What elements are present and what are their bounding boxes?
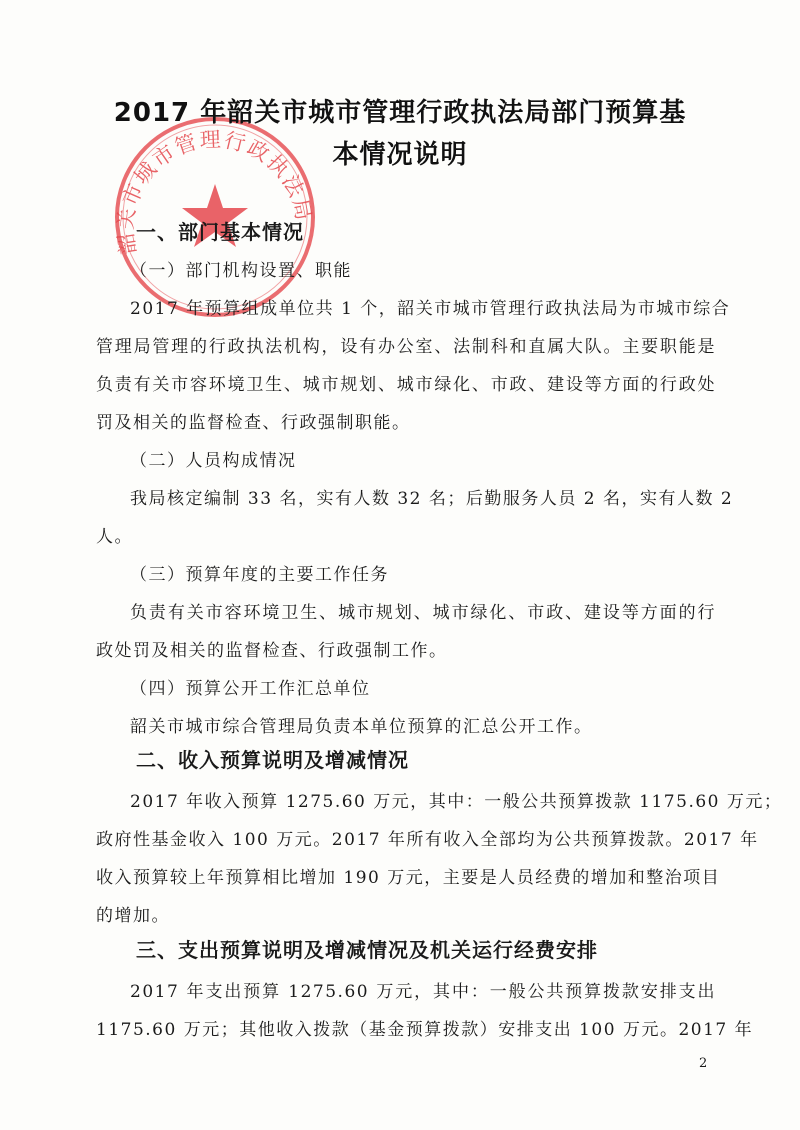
paragraph-line: 负责有关市容环境卫生、城市规划、城市绿化、市政、建设等方面的行政处 xyxy=(96,375,716,395)
paragraph-line: 负责有关市容环境卫生、城市规划、城市绿化、市政、建设等方面的行 xyxy=(130,603,716,623)
paragraph-line: 2017 年预算组成单位共 1 个，韶关市城市管理行政执法局为市城市综合 xyxy=(130,299,731,319)
paragraph-line: 2017 年支出预算 1275.60 万元，其中：一般公共预算拨款安排支出 xyxy=(130,982,716,1002)
paragraph-line: 的增加。 xyxy=(96,906,170,926)
paragraph-line: 收入预算较上年预算相比增加 190 万元，主要是人员经费的增加和整治项目 xyxy=(96,868,721,888)
page-number: 2 xyxy=(699,1056,708,1071)
paragraph-line: 管理局管理的行政执法机构，设有办公室、法制科和直属大队。主要职能是 xyxy=(96,337,716,357)
section-2-heading: 二、收入预算说明及增减情况 xyxy=(136,748,409,772)
paragraph-line: 政处罚及相关的监督检查、行政强制工作。 xyxy=(96,641,448,661)
paragraph-line: 韶关市城市综合管理局负责本单位预算的汇总公开工作。 xyxy=(130,717,593,737)
subsection-1-1: （一）部门机构设置、职能 xyxy=(130,261,352,281)
paragraph-line: 1175.60 万元；其他收入拨款（基金预算拨款）安排支出 100 万元。2017 年 xyxy=(96,1020,754,1040)
section-3-heading: 三、支出预算说明及增减情况及机关运行经费安排 xyxy=(136,938,598,962)
paragraph-line: 政府性基金收入 100 万元。2017 年所有收入全部均为公共预算拨款。2017 年 xyxy=(96,830,759,850)
subsection-1-4: （四）预算公开工作汇总单位 xyxy=(130,679,371,699)
paragraph-line: 我局核定编制 33 名，实有人数 32 名；后勤服务人员 2 名，实有人数 2 xyxy=(130,489,734,509)
paragraph-line: 人。 xyxy=(96,527,133,547)
document-title xyxy=(60,92,740,176)
title-line-2: 本情况说明 xyxy=(332,140,468,170)
subsection-1-2: （二）人员构成情况 xyxy=(130,451,297,471)
seal-text: 韶关市城市管理行政执法局 xyxy=(113,127,317,256)
section-1-heading: 一、部门基本情况 xyxy=(136,220,304,244)
paragraph-line: 罚及相关的监督检查、行政强制职能。 xyxy=(96,413,411,433)
subsection-1-3: （三）预算年度的主要工作任务 xyxy=(130,565,389,585)
paragraph-line: 2017 年收入预算 1275.60 万元，其中：一般公共预算拨款 1175.60 万元； xyxy=(130,792,783,812)
title-line-1: 2017 年韶关市城市管理行政执法局部门预算基 xyxy=(113,98,687,128)
